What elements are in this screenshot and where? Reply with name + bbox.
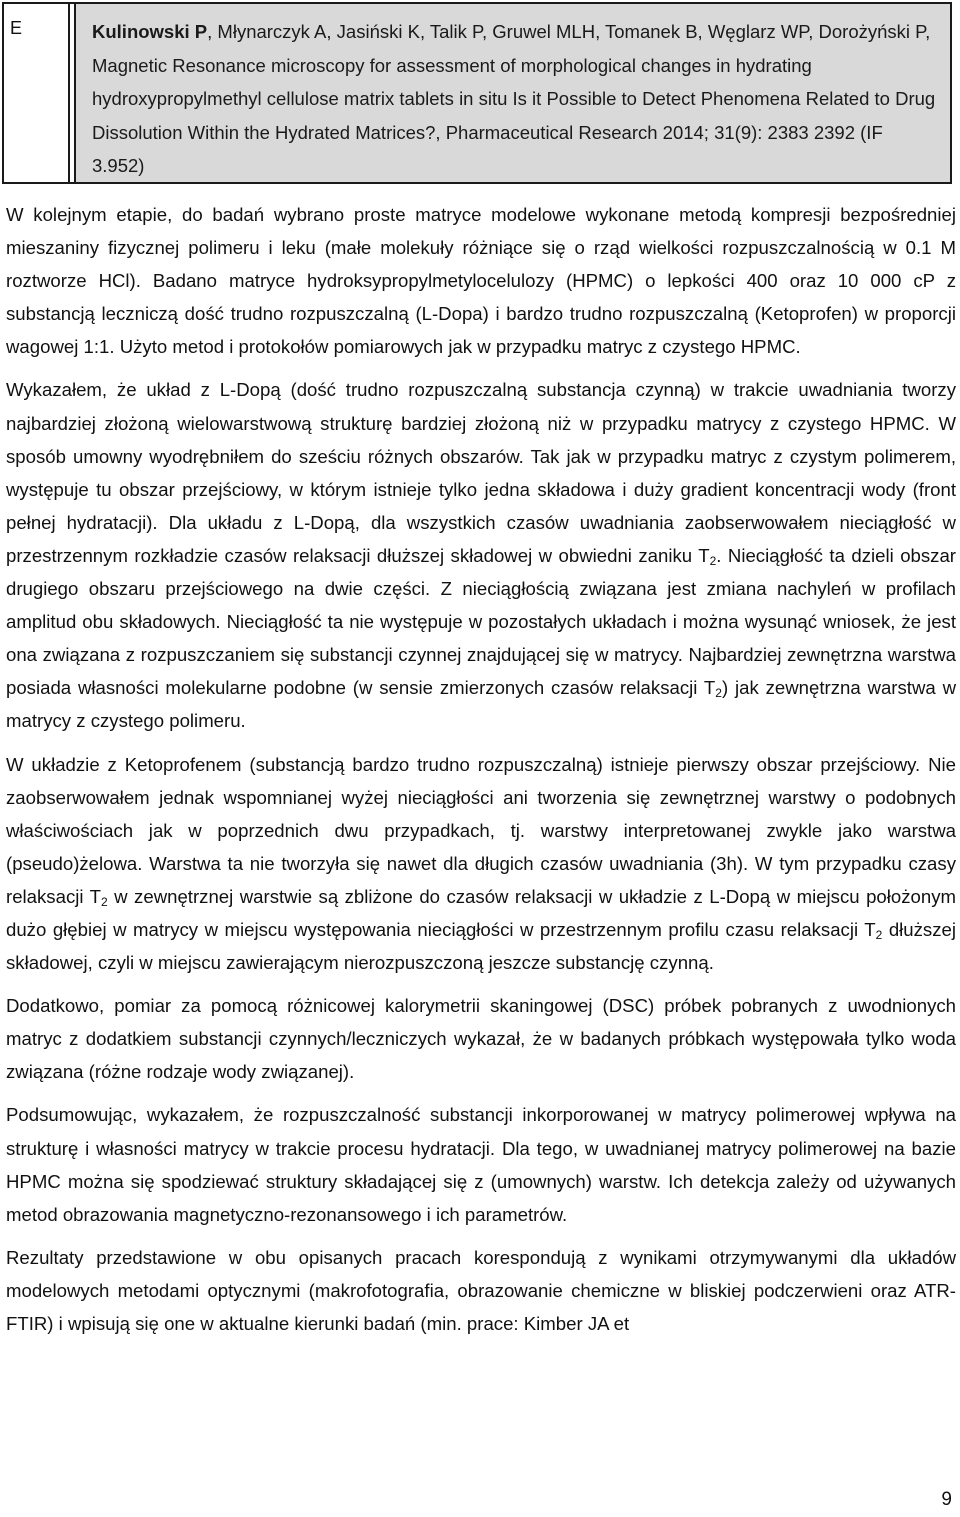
reference-label: E xyxy=(4,4,70,182)
paragraph-3-part-c: dłuższej składowej, czyli w miejscu zawierającym nierozpuszczoną jeszcze substancję czynną. xyxy=(6,918,956,974)
paragraph-5: Podsumowując, wykazałem, że rozpuszczalność substancji inkorporowanej w matrycy polimerowej wpływa na strukturę i własności matrycy w trakcie procesu hydratacji. Dla tego, w uwadnianej matrycy polimerowej na bazie HPMC można się spodziewać struktury składającej się z (umownych) warstw. Ich detekcja zależy od używanych metod obrazowania magnetyczno-rezonansowego i ich parametrów. xyxy=(6,1104,956,1225)
paragraph-1: W kolejnym etapie, do badań wybrano proste matryce modelowe wykonane metodą kompresji bezpośredniej mieszaniny fizycznej polimeru i leku (małe molekuły różniące się o rząd wielkości rozpuszczalnością w 0.1 M roztworze HCl). Badano matryce hydroksypropylmetylocelulozy (HPMC) o lepkości 400 oraz 10 000 cP z substancją leczniczą dość trudno rozpuszczalną (L-Dopa) i bardzo trudno rozpuszczalną (Ketoprofen) w proporcji wagowej 1:1. Użyto metod i protokołów pomiarowych jak w przypadku matryc z czystego HPMC. xyxy=(6,204,956,358)
reference-citation xyxy=(76,4,950,182)
reference-first-author: Kulinowski P xyxy=(92,21,208,42)
paragraph-2 xyxy=(6,373,956,737)
paragraph-3-part-b: w zewnętrznej warstwie są zbliżone do czasów relaksacji w układzie z L-Dopą w miejscu położonym dużo głębiej w matrycy w miejscu występowania nieciągłości w przestrzennym profilu czasu relaksacji T xyxy=(6,885,957,940)
paragraph-3-part-a: W układzie z Ketoprofenem (substancją bardzo trudno rozpuszczalną) istnieje pierwszy obszar przejściowy. Nie zaobserwowałem jednak wspomnianej wyżej nieciągłości ani tworzenia się zewnętrznej warstwy o podobnych właściwościach jak w poprzednich dwu przypadkach, tj. warstwy interpretowanej zwykle jako warstwa (pseudo)żelowa. Warstwa ta nie tworzyła się nawet dla długich czasów uwadniania (3h). W tym przypadku czasy relaksacji T xyxy=(6,753,956,907)
subscript: 2 xyxy=(875,927,883,942)
paragraph-6: Rezultaty przedstawione w obu opisanych pracach korespondują z wynikami otrzymywanymi dla układów modelowych metodami optycznymi (makrofotografia, obrazowanie chemiczne w bliskiej podczerwieni oraz ATR-FTIR) i wpisują się one w aktualne kierunki badań (min. prace: Kimber JA et xyxy=(6,1246,956,1334)
page-number: 9 xyxy=(941,1489,952,1510)
reference-citation-text: , Młynarczyk A, Jasiński K, Talik P, Gruwel MLH, Tomanek B, Węglarz WP, Dorożyński P, Magnetic Resonance microscopy for assessment of morphological changes in hydrating hydroxypropylmethyl cellulose matrix tablets in situ Is it Possible to Detect Phenomena Related to Drug Dissolution Within the Hydrated Matrices?, Pharmaceutical Research 2014; 31(9): 2383 2392 (IF 3.952) xyxy=(92,21,936,176)
reference-box xyxy=(2,2,952,184)
paragraph-2-part-c: ) jak zewnętrzna warstwa w matrycy z czystego polimeru. xyxy=(6,677,956,732)
paragraph-2-part-a: Wykazałem, że układ z L-Dopą (dość trudno rozpuszczalną substancja czynną) w trakcie uwadniania tworzy najbardziej złożoną wielowarstwową strukturę bardziej złożoną niż w przypadku matrycy z czystego HPMC. W sposób umowny wyodrębniłem do sześciu różnych obszarów. Tak jak w przypadku matryc z czystym polimerem, występuje tu obszar przejściowy, w którym istnieje tylko jedna składowa i duży gradient koncentracji wody (front pełnej hydratacji). Dla układu z L-Dopą, dla wszystkich czasów uwadniania zaobserwowałem nieciągłość w przestrzennym rozkładzie czasów relaksacji dłuższej składowej w obwiedni zaniku T xyxy=(6,379,956,566)
document-body xyxy=(6,198,956,1350)
paragraph-4: Dodatkowo, pomiar za pomocą różnicowej kalorymetrii skaningowej (DSC) próbek pobranych z uwodnionych matryc z dodatkiem substancji czynnych/leczniczych wykazał, że w badanych próbkach występowała tylko woda związana (różne rodzaje wody związanej). xyxy=(6,995,956,1083)
subscript: 2 xyxy=(715,686,722,701)
subscript: 2 xyxy=(709,553,717,568)
subscript: 2 xyxy=(101,894,108,909)
paragraph-2-part-b: . Nieciągłość ta dzieli obszar drugiego obszaru przejściowego na dwie części. Z nieciągłością związana jest zmiana nachyleń w profilach amplitud obu składowych. Nieciągłość ta nie występuje w pozostałych układach i można wysunąć wniosek, że jest ona związana z rozpuszczaniem się substancji czynnej znajdującej się w matrycy. Najbardziej zewnętrzna warstwa posiada własności molekularne podobne (w sensie zmierzonych czasów relaksacji T xyxy=(6,544,957,699)
paragraph-3 xyxy=(6,748,956,980)
